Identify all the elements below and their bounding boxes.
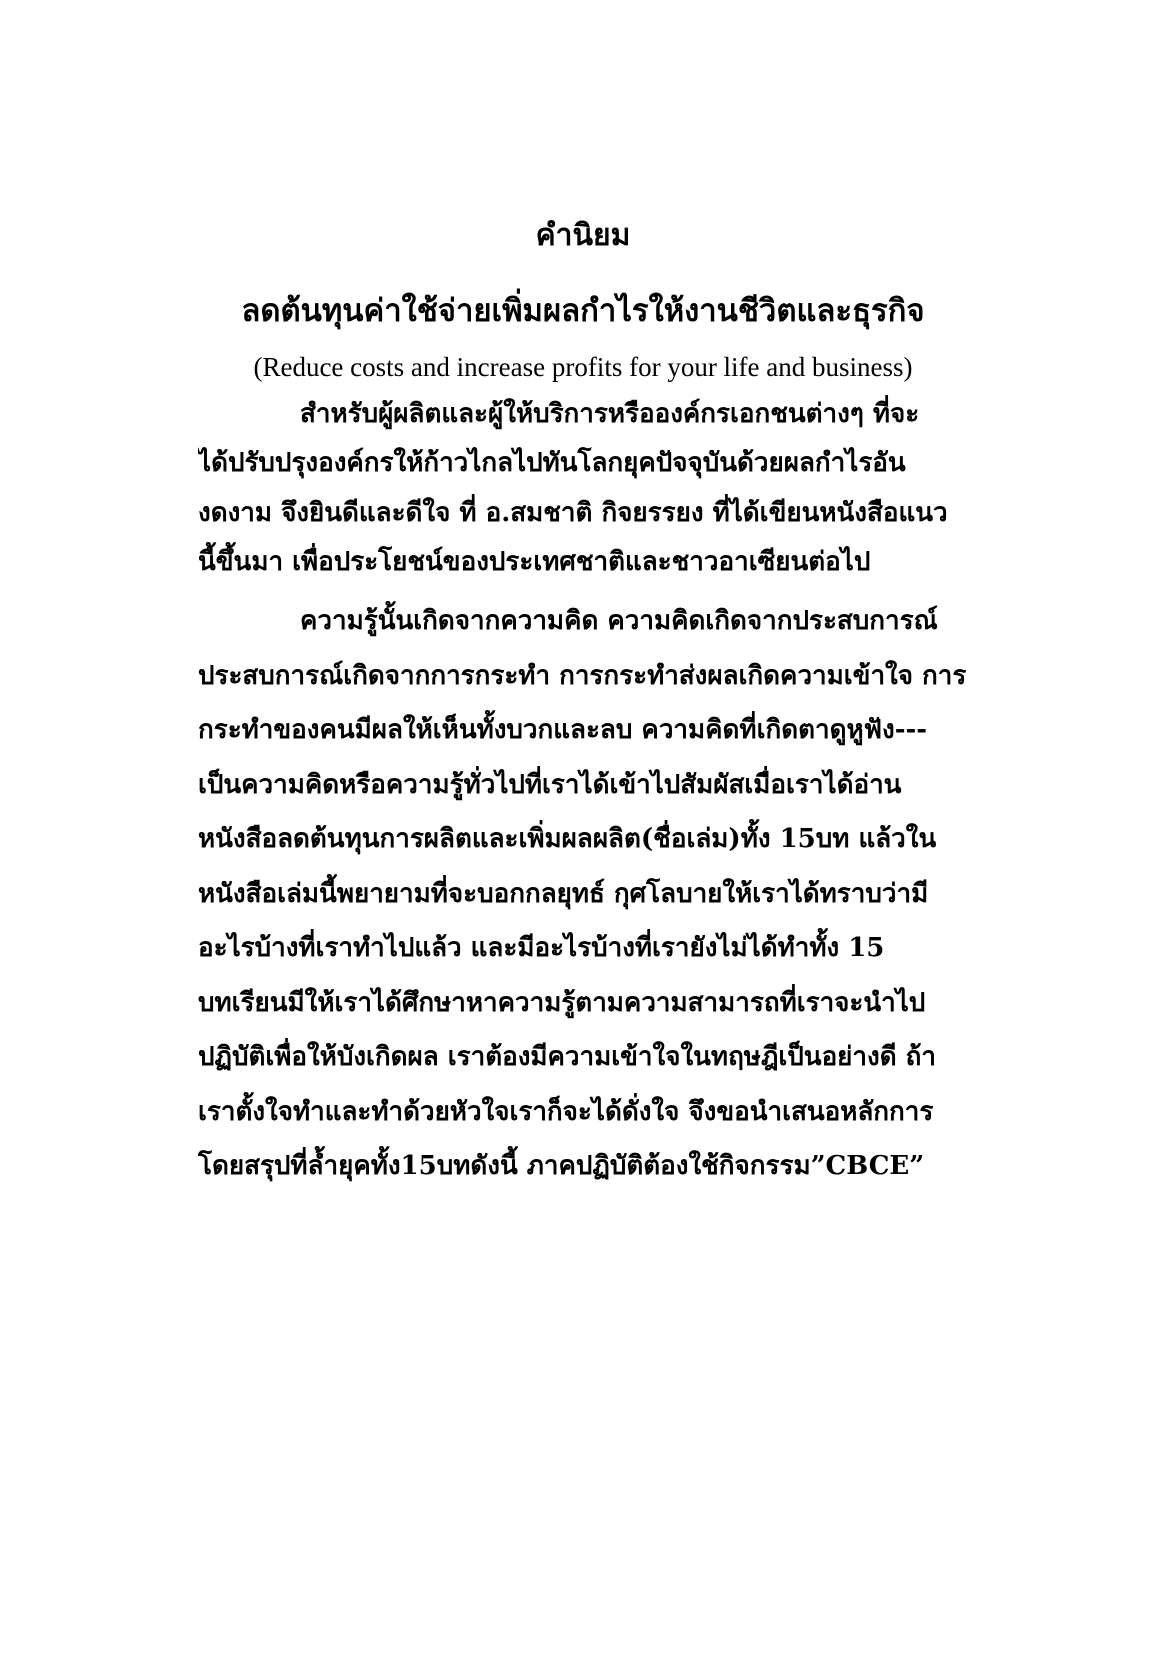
paragraph-line: ความรู้นั้นเกิดจากความคิด ความคิดเกิดจากประสบการณ์ — [300, 606, 938, 636]
paragraph-line: บทเรียนมีให้เราได้ศึกษาหาความรู้ตามความสามารถที่เราจะนำไป — [198, 988, 926, 1018]
paragraph-line: โดยสรุปที่ล้ำยุคทั้ง15บทดังนี้ ภาคปฏิบัติต้องใช้กิจกรรม”CBCE” — [198, 1151, 925, 1181]
paragraph-line: เราตั้งใจทำและทำด้วยหัวใจเราก็จะได้ดั่งใจ จึงขอนำเสนอหลักการ — [198, 1097, 934, 1127]
paragraph-line: เป็นความคิดหรือความรู้ทั่วไปที่เราได้เข้าไปสัมผัสเมื่อเราได้อ่าน — [198, 770, 902, 800]
paragraph-line: กระทำของคนมีผลให้เห็นทั้งบวกและลบ ความคิดที่เกิดตาดูหูฟัง--- — [198, 715, 928, 745]
paragraph-line: นี้ขึ้นมา เพื่อประโยชน์ของประเทศชาติและชาวอาเซียนต่อไป — [198, 547, 871, 577]
paragraph-line: สำหรับผู้ผลิตและผู้ให้บริการหรือองค์กรเอกชนต่างๆ ที่จะ — [300, 399, 920, 429]
paragraph-line: หนังสือเล่มนี้พยายามที่จะบอกกลยุทธ์ กุศโลบายให้เราได้ทราบว่ามี — [198, 879, 929, 909]
paragraph-line: ได้ปรับปรุงองค์กรให้ก้าวไกลไปทันโลกยุคปัจจุบันด้วยผลกำไรอัน — [198, 448, 906, 478]
document-subtitle-english: (Reduce costs and increase profits for your life and business) — [253, 352, 913, 382]
paragraph-line: อะไรบ้างที่เราทำไปแล้ว และมีอะไรบ้างที่เรายังไม่ได้ทำทั้ง 15 — [198, 933, 885, 963]
document-subtitle: ลดต้นทุนค่าใช้จ่ายเพิ่มผลกำไรให้งานชีวิตและธุรกิจ — [241, 293, 925, 329]
page-title: คำนิยม — [535, 218, 631, 253]
paragraph-line: ประสบการณ์เกิดจากการกระทำ การกระทำส่งผลเกิดความเข้าใจ การ — [198, 661, 967, 691]
paragraph-line: งดงาม จึงยินดีและดีใจ ที่ อ.สมชาติ กิจยรรยง ที่ได้เขียนหนังสือแนว — [198, 498, 948, 528]
paragraph-line: ปฏิบัติเพื่อให้บังเกิดผล เราต้องมีความเข้าใจในทฤษฎีเป็นอย่างดี ถ้า — [198, 1042, 936, 1072]
paragraph-line: หนังสือลดต้นทุนการผลิตและเพิ่มผลผลิต(ชื่อเล่ม)ทั้ง 15บท แล้วใน — [198, 824, 937, 854]
